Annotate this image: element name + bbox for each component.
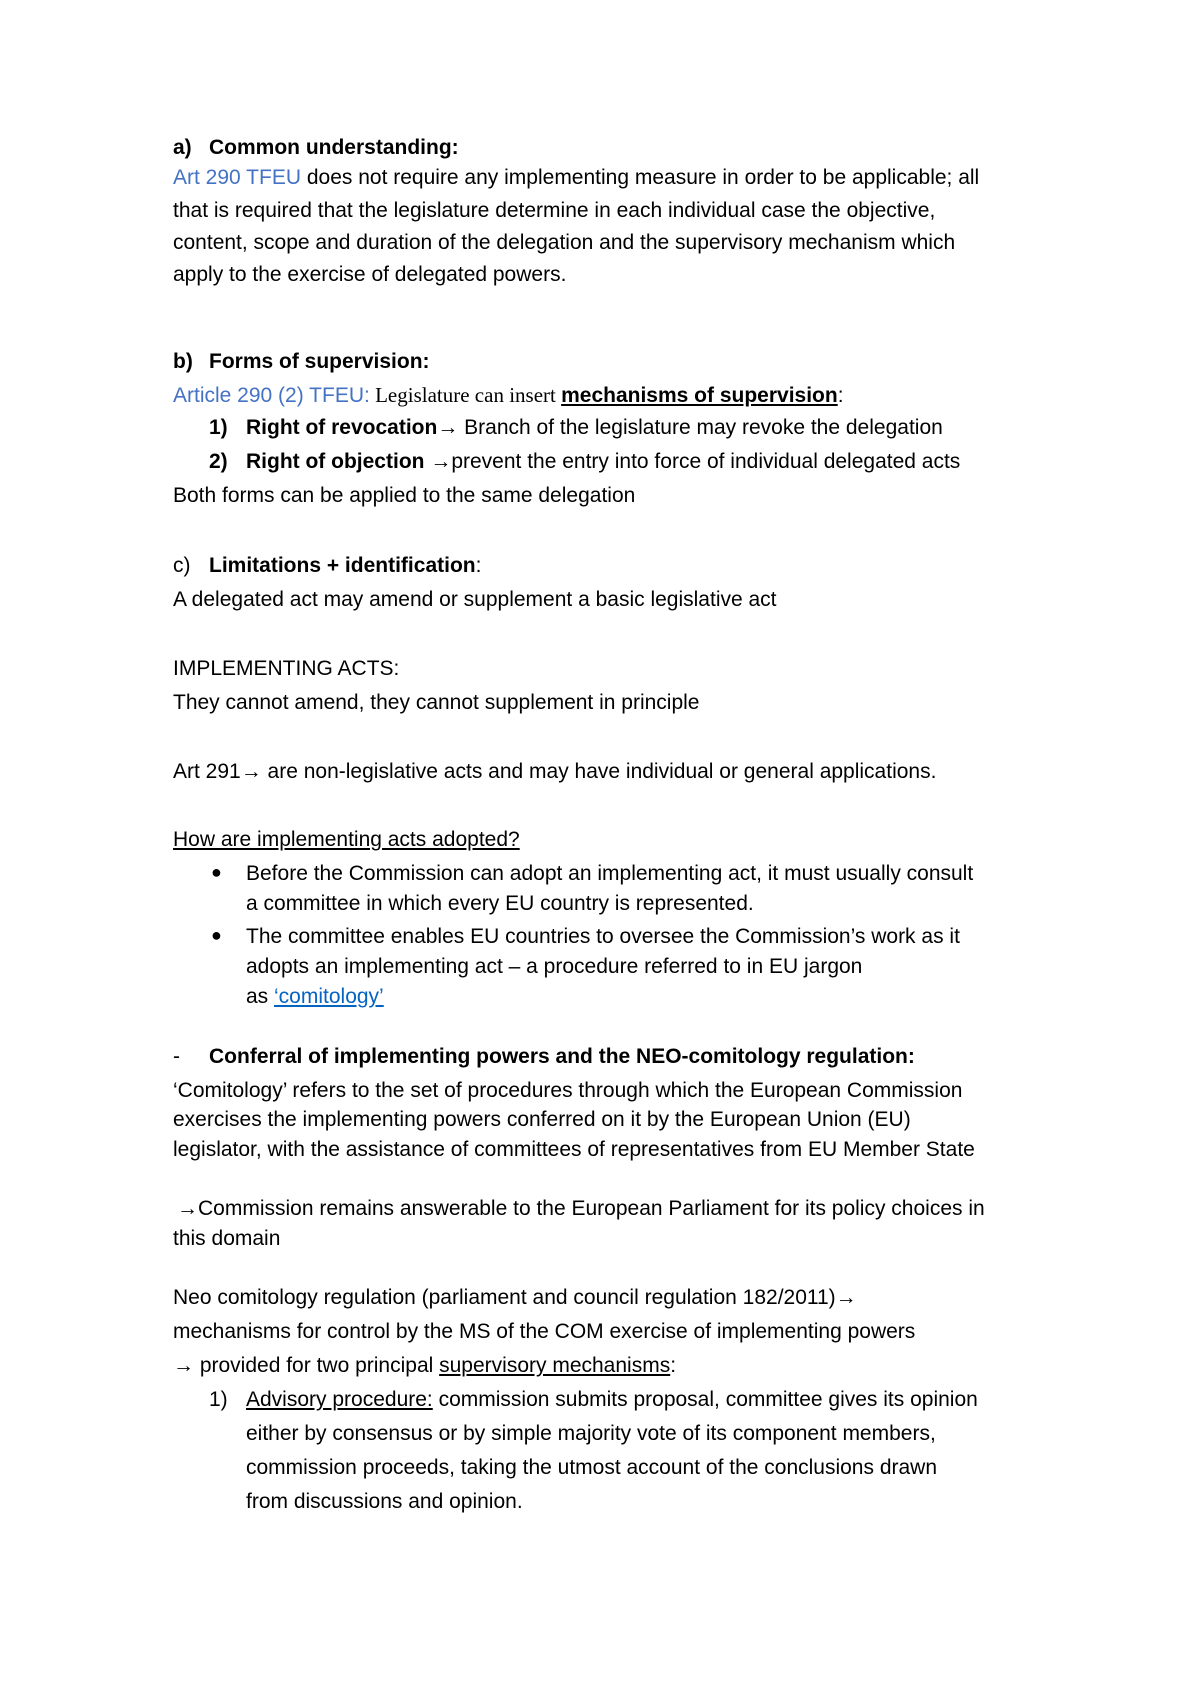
item-number: 2)	[209, 450, 228, 473]
advisory-line4: from discussions and opinion.	[246, 1490, 523, 1513]
text: :	[837, 384, 844, 407]
advisory-line3: commission proceeds, taking the utmost account of the conclusions drawn	[246, 1456, 938, 1479]
dash-marker: -	[173, 1045, 180, 1068]
section-c-marker: c)	[173, 554, 191, 577]
section-a-line4: apply to the exercise of delegated powers.	[173, 263, 567, 286]
mechanisms-underlined: mechanisms of supervision	[561, 384, 838, 407]
neo-line3	[173, 1352, 676, 1380]
text: as	[246, 985, 275, 1008]
section-a-line3: content, scope and duration of the delegation and the supervisory mechanism which	[173, 231, 956, 254]
text: commission submits proposal, committee gives its opinion	[432, 1388, 978, 1411]
item-bold: Right of revocation	[246, 416, 438, 439]
text: :	[670, 1354, 677, 1377]
section-a-heading: Common understanding:	[209, 136, 459, 159]
item-rest: → Branch of the legislature may revoke the delegation	[437, 416, 943, 439]
comitology-link[interactable]: ‘comitology’	[274, 985, 384, 1008]
conferral-line3: legislator, with the assistance of committees of representatives from EU Member State	[173, 1138, 975, 1161]
question-heading: How are implementing acts adopted?	[173, 828, 520, 851]
list-item	[246, 414, 943, 442]
bullet1-line1: Before the Commission can adopt an implementing act, it must usually consult	[246, 862, 974, 885]
advisory-line1	[246, 1386, 978, 1414]
bullet2-line1: The committee enables EU countries to oversee the Commission’s work as it	[246, 925, 960, 948]
bullet2-line3	[246, 983, 384, 1011]
bullet1-line2: a committee in which every EU country is represented.	[246, 892, 754, 915]
colon: :	[475, 554, 482, 577]
conferral-line2: exercises the implementing powers conferred on it by the European Union (EU)	[173, 1108, 911, 1131]
section-b-heading: Forms of supervision:	[209, 350, 430, 373]
text: Legislature can insert	[369, 383, 562, 407]
bullet-icon: ●	[211, 862, 222, 882]
text: does not require any implementing measure in order to be applicable; all	[301, 166, 980, 189]
conferral-line1: ‘Comitology’ refers to the set of procedures through which the European Commission	[173, 1079, 963, 1102]
article-ref: Article 290 (2) TFEU:	[173, 384, 370, 407]
bullet-icon: ●	[211, 925, 222, 945]
section-b-closing: Both forms can be applied to the same delegation	[173, 484, 636, 507]
arrow-line2: this domain	[173, 1227, 281, 1250]
bullet2-line2: adopts an implementing act – a procedure referred to in EU jargon	[246, 955, 863, 978]
section-a-line1	[173, 164, 979, 192]
section-a-line2: that is required that the legislature determine in each individual case the objective,	[173, 199, 936, 222]
implementing-line1: They cannot amend, they cannot supplement in principle	[173, 691, 700, 714]
art291-line: Art 291→ are non-legislative acts and may have individual or general applications.	[173, 760, 937, 783]
conferral-heading: Conferral of implementing powers and the NEO-comitology regulation:	[209, 1045, 915, 1068]
list-item	[246, 448, 960, 476]
heading-text: Limitations + identification	[209, 554, 476, 577]
text: → provided for two principal	[173, 1354, 440, 1377]
item-bold: Right of objection	[246, 450, 431, 473]
section-a-marker: a)	[173, 136, 192, 159]
section-b-marker: b)	[173, 350, 193, 373]
item-number: 1)	[209, 416, 228, 439]
item-rest: →prevent the entry into force of individual delegated acts	[430, 450, 961, 473]
arrow-line1: →Commission remains answerable to the European Parliament for its policy choices in	[177, 1197, 985, 1220]
section-c-heading	[209, 552, 481, 580]
implementing-heading: IMPLEMENTING ACTS:	[173, 657, 400, 680]
neo-line1: Neo comitology regulation (parliament and council regulation 182/2011)→	[173, 1286, 857, 1309]
supervisory-underlined: supervisory mechanisms	[439, 1354, 671, 1377]
article-ref: Art 290 TFEU	[173, 166, 301, 189]
section-b-intro	[173, 381, 844, 410]
neo-line2: mechanisms for control by the MS of the COM exercise of implementing powers	[173, 1320, 916, 1343]
advisory-underlined: Advisory procedure:	[246, 1388, 433, 1411]
item-number: 1)	[209, 1388, 228, 1411]
advisory-line2: either by consensus or by simple majority vote of its component members,	[246, 1422, 936, 1445]
section-c-line1: A delegated act may amend or supplement a basic legislative act	[173, 588, 777, 611]
